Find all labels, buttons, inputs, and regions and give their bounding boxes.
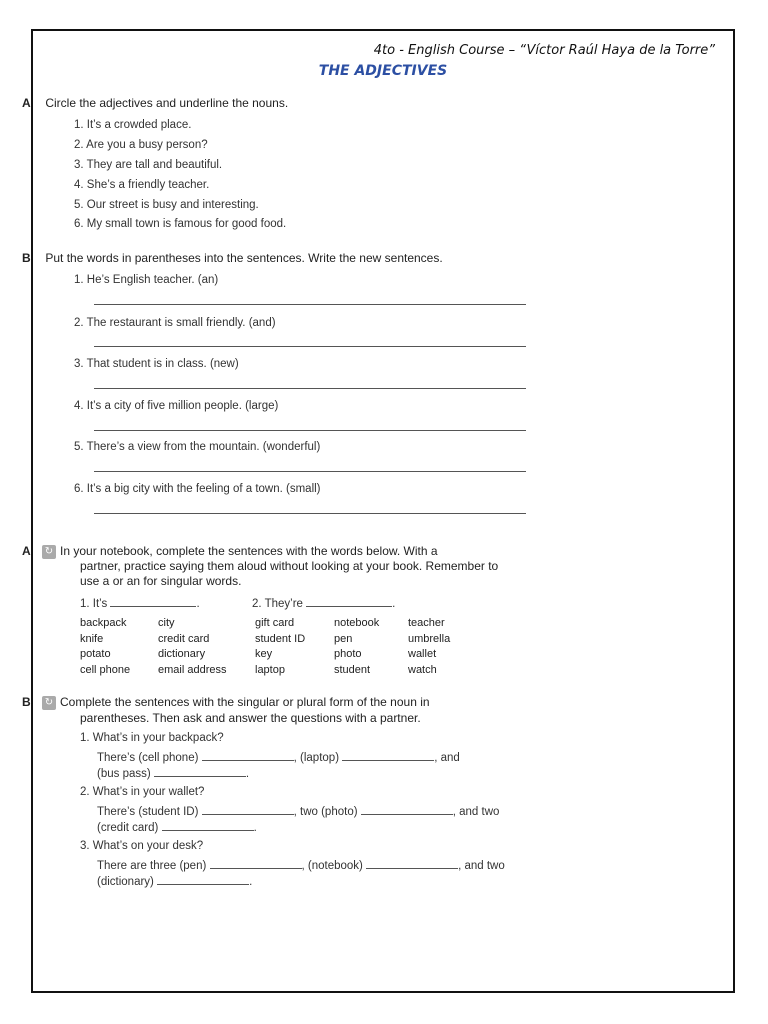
section-letter: B (22, 251, 31, 265)
word: knife (80, 632, 104, 645)
page-title: THE ADJECTIVES (318, 63, 448, 79)
word: cell phone (80, 663, 131, 676)
section-letter: A (22, 96, 31, 110)
answer-blank[interactable] (154, 766, 246, 777)
section-b2-instruction (22, 694, 430, 726)
word: pen (334, 632, 353, 645)
answer-blank[interactable] (361, 804, 453, 815)
instruction-line: In your notebook, complete the sentences with the words below. With a (60, 544, 438, 558)
fill-text: , (laptop) (293, 752, 340, 764)
answer-line[interactable] (94, 430, 526, 431)
answer-blank[interactable] (342, 750, 434, 761)
prompt-its: 1. It’s . (80, 598, 200, 610)
question-line (97, 750, 460, 764)
word-row (80, 648, 480, 664)
answer-blank[interactable] (110, 596, 196, 607)
word: notebook (334, 617, 380, 629)
fill-text: , (notebook) (301, 860, 363, 872)
word: watch (408, 663, 437, 676)
word: student ID (255, 632, 306, 645)
answer-blank[interactable] (202, 750, 294, 761)
list-item: 3. That student is in class. (new) (74, 358, 239, 370)
fill-text: There’s (cell phone) (97, 752, 199, 764)
section-a2-instruction (22, 544, 498, 589)
answer-blank[interactable] (366, 858, 458, 869)
question: 2. What’s in your wallet? (80, 786, 205, 798)
answer-blank[interactable] (157, 874, 249, 885)
instruction-text: Put the words in parentheses into the sentences. Write the new sentences. (45, 251, 443, 265)
answer-line[interactable] (94, 471, 526, 472)
list-item: 5. Our street is busy and interesting. (74, 199, 259, 211)
word: city (158, 617, 175, 629)
fill-text: , and (434, 752, 460, 764)
refresh-icon: ↻ (42, 696, 56, 710)
word: teacher (408, 617, 445, 629)
section-a-instruction (22, 96, 288, 110)
answer-blank[interactable] (210, 858, 302, 869)
question: 1. What’s in your backpack? (80, 732, 224, 744)
question-line (97, 858, 505, 872)
prompt-text: 1. It’s (80, 598, 108, 610)
fill-text: (credit card) (97, 822, 159, 834)
instruction-text: Circle the adjectives and underline the nouns. (45, 96, 289, 110)
word: umbrella (408, 632, 451, 645)
word-row (80, 664, 480, 680)
answer-blank[interactable] (202, 804, 294, 815)
word: key (255, 648, 273, 660)
instruction-line: use a or an for singular words. (80, 574, 242, 588)
section-b-instruction (22, 251, 443, 265)
refresh-icon: ↻ (42, 545, 56, 559)
list-item: 4. She’s a friendly teacher. (74, 179, 210, 191)
fill-text: (dictionary) (97, 876, 154, 888)
fill-text: , and two (458, 860, 505, 872)
word: credit card (158, 632, 210, 645)
word: potato (80, 648, 111, 660)
fill-text: There are three (pen) (97, 860, 207, 872)
question-line: (dictionary) . (97, 876, 253, 888)
question: 3. What’s on your desk? (80, 840, 204, 852)
list-item: 3. They are tall and beautiful. (74, 159, 223, 171)
word: backpack (80, 617, 127, 629)
word: wallet (408, 648, 437, 660)
fill-text: , and two (452, 806, 500, 818)
fill-text: , two (photo) (293, 806, 358, 818)
fill-text: (bus pass) (97, 768, 151, 780)
list-item: 2. Are you a busy person? (74, 139, 208, 151)
word: student (334, 663, 371, 676)
answer-line[interactable] (94, 513, 526, 514)
question-line: (credit card) . (97, 822, 257, 834)
fill-text: There’s (student ID) (97, 806, 199, 818)
list-item: 1. It’s a crowded place. (74, 119, 192, 131)
answer-line[interactable] (94, 304, 526, 305)
answer-line[interactable] (94, 346, 526, 347)
section-letter: B (22, 695, 31, 709)
section-letter: A (22, 544, 31, 558)
list-item: 6. It’s a big city with the feeling of a town. (small) (74, 483, 321, 495)
question-line: (bus pass) . (97, 768, 250, 780)
list-item: 6. My small town is famous for good food. (74, 218, 287, 230)
word-row (80, 617, 480, 633)
word: email address (158, 663, 227, 676)
word-row (80, 633, 480, 649)
instruction-line: partner, practice saying them aloud without looking at your book. Remember to (80, 559, 499, 573)
list-item: 2. The restaurant is small friendly. (and) (74, 317, 276, 329)
list-item: 1. He’s English teacher. (an) (74, 274, 219, 286)
word-bank (80, 617, 480, 679)
word: laptop (255, 663, 285, 676)
instruction-line: Complete the sentences with the singular or plural form of the noun in (60, 695, 430, 709)
question-line (97, 804, 499, 818)
course-header: 4to - English Course – “Víctor Raúl Haya de la Torre” (373, 43, 715, 58)
answer-blank[interactable] (162, 820, 254, 831)
answer-line[interactable] (94, 388, 526, 389)
prompt-theyre: 2. They’re . (252, 598, 396, 610)
word: gift card (255, 617, 295, 629)
instruction-line: parentheses. Then ask and answer the questions with a partner. (80, 711, 421, 725)
prompt-text: 2. They’re (252, 598, 303, 610)
answer-blank[interactable] (306, 596, 392, 607)
word: photo (334, 648, 362, 660)
list-item: 5. There’s a view from the mountain. (wonderful) (74, 441, 321, 453)
word: dictionary (158, 648, 206, 660)
list-item: 4. It’s a city of five million people. (large) (74, 400, 279, 412)
